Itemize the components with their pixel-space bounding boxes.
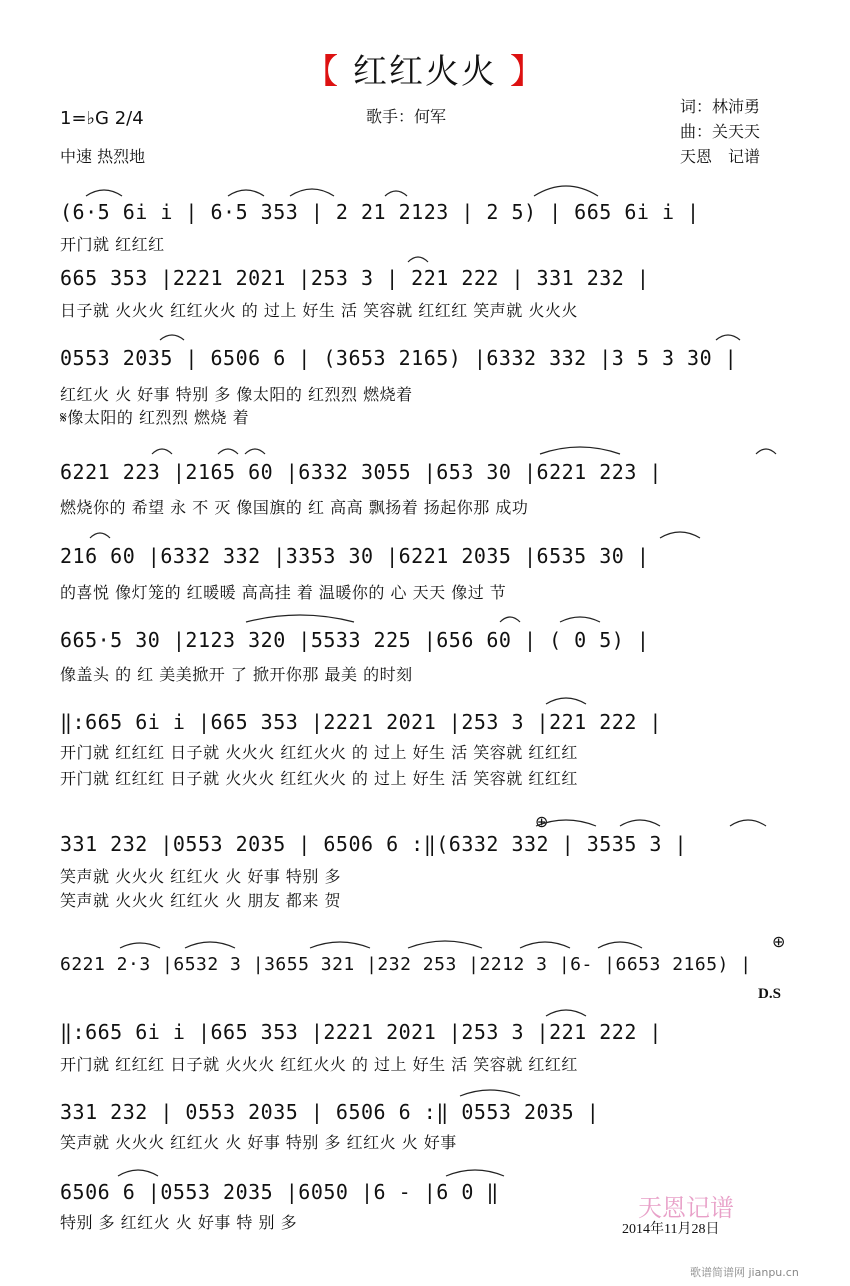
notes-line-8: 331 232 |0553 2035 | 6506 6 :‖(6332 332 | 3535 3 | (60, 832, 688, 856)
lyrics-line-12: 特别 多 红红火 火 好事 特 别 多 (60, 1213, 298, 1232)
lyrics-line-5: 的喜悦 像灯笼的 红暖暖 高高挂 着 温暖你的 心 天天 像过 节 (60, 583, 507, 602)
lyrics-line-8a: 笑声就 火火火 红红火 火 好事 特别 多 (60, 867, 342, 886)
notes-line-1: (6·5 6i i | 6·5 353 | 2 21 2123 | 2 5) | 665 6i i | (60, 200, 700, 224)
transcriber-seal: 天恩记谱 (638, 1194, 734, 1222)
site-watermark: 歌谱简谱网 jianpu.cn (690, 1266, 799, 1279)
notes-line-2: 665 353 |2221 2021 |253 3 | 221 222 | 331 232 | (60, 266, 650, 290)
lyrics-line-6: 像盖头 的 红 美美掀开 了 掀开你那 最美 的时刻 (60, 665, 413, 684)
composer-credit: 曲：关天天 (680, 122, 761, 141)
singer-credit: 歌手：何军 (366, 107, 447, 126)
notes-line-11: 331 232 | 0553 2035 | 6506 6 :‖ 0553 2035 | (60, 1100, 600, 1124)
tempo-marking: 中速 热烈地 (60, 147, 146, 166)
ds-marking: D.S (758, 986, 781, 1002)
notes-line-9: 6221 2·3 |6532 3 |3655 321 |232 253 |2212 3 |6- |6653 2165) | (60, 954, 752, 975)
lyrics-line-1: 开门就 红红红 (60, 235, 165, 254)
lyrics-line-7b: 开门就 红红红 日子就 火火火 红红火火 的 过上 好生 活 笑容就 红红红 (60, 769, 578, 788)
notes-line-10: ‖:665 6i i |665 353 |2221 2021 |253 3 |221 222 | (60, 1020, 662, 1044)
coda-icon: ⊕ (535, 812, 549, 831)
transcription-date: 2014年11月28日 (622, 1222, 720, 1237)
credits-block (680, 94, 760, 169)
transcriber-credit: 天恩 记谱 (680, 147, 761, 166)
notes-line-5: 216 60 |6332 332 |3353 30 |6221 2035 |6535 30 | (60, 544, 650, 568)
lyrics-line-8b: 笑声就 火火火 红红火 火 朋友 都来 贺 (60, 891, 342, 910)
notes-line-6: 665·5 30 |2123 320 |5533 225 |656 60 | ( 0 5) | (60, 628, 650, 652)
notes-line-3: 0553 2035 | 6506 6 | (3653 2165) |6332 332 |3 5 3 30 | (60, 346, 738, 370)
lyrics-line-2: 日子就 火火火 红红火火 的 过上 好生 活 笑容就 红红红 笑声就 火火火 (60, 301, 578, 320)
notes-line-4: 6221 223 |2165 60 |6332 3055 |653 30 |6221 223 | (60, 460, 662, 484)
lyricist-credit: 词：林沛勇 (680, 97, 761, 116)
notes-line-7: ‖:665 6i i |665 353 |2221 2021 |253 3 |221 222 | (60, 710, 662, 734)
lyrics-line-3a: 红红火 火 好事 特别 多 像太阳的 红烈烈 燃烧着 (60, 385, 413, 404)
lyrics-line-11: 笑声就 火火火 红红火 火 好事 特别 多 红红火 火 好事 (60, 1133, 457, 1152)
key-signature: 1=♭G 2/4 (60, 108, 144, 129)
lyrics-line-3b: 𝄋像太阳的 红烈烈 燃烧 着 (60, 408, 250, 427)
lyrics-line-4: 燃烧你的 希望 永 不 灭 像国旗的 红 高高 飘扬着 扬起你那 成功 (60, 498, 529, 517)
coda-icon: ⊕ (772, 932, 786, 951)
lyrics-line-7a: 开门就 红红红 日子就 火火火 红红火火 的 过上 好生 活 笑容就 红红红 (60, 743, 578, 762)
notes-line-12: 6506 6 |0553 2035 |6050 |6 - |6 0 ‖ (60, 1180, 499, 1204)
lyrics-line-10: 开门就 红红红 日子就 火火火 红红火火 的 过上 好生 活 笑容就 红红红 (60, 1055, 578, 1074)
page-title: 【 红红火火 】 (304, 52, 546, 92)
